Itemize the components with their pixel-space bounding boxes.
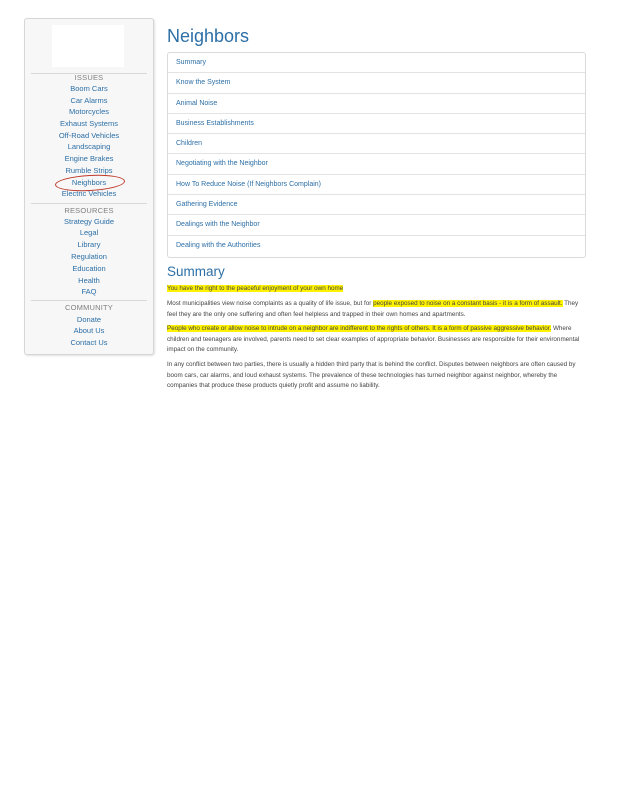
sidebar-item-education[interactable]: Education [72, 264, 106, 273]
sidebar-nav [24, 18, 154, 355]
sidebar-item-donate[interactable]: Donate [76, 315, 102, 324]
sidebar-item-strategy-guide[interactable]: Strategy Guide [63, 217, 115, 226]
summary-paragraph-3 [167, 324, 583, 356]
toc-item-negotiating[interactable]: Negotiating with the Neighbor [168, 154, 585, 174]
sidebar-item-boom-cars[interactable]: Boom Cars [70, 84, 108, 93]
sidebar-item-legal[interactable]: Legal [79, 228, 99, 237]
sidebar-item-landscaping[interactable]: Landscaping [67, 142, 111, 151]
highlighted-text: People who create or allow noise to intrude on a neighbor are indifferent to the rights of others. It is a form of passive aggressive behavior. [167, 325, 552, 332]
table-of-contents [167, 52, 586, 258]
sidebar-item-off-road-vehicles[interactable]: Off-Road Vehicles [58, 131, 120, 140]
paragraph-text: They feel they are the only one suffering and often feel helpless and trapped in their own homes and apartments. [167, 300, 579, 318]
divider [31, 300, 147, 301]
sidebar-item-contact-us[interactable]: Contact Us [70, 338, 108, 347]
toc-item-gathering-evidence[interactable]: Gathering Evidence [168, 195, 585, 215]
community-heading: COMMUNITY [64, 303, 114, 312]
sidebar-item-engine-brakes[interactable]: Engine Brakes [64, 154, 114, 163]
page-title: Neighbors [167, 26, 250, 46]
paragraph-text: Where children and teenagers are involved, parents need to set clear examples of appropriate behavior. Businesses are responsible for their environmental impact on the community. [167, 325, 580, 353]
sidebar-item-library[interactable]: Library [77, 240, 101, 249]
summary-paragraph-2 [167, 299, 583, 320]
toc-item-business-establishments[interactable]: Business Establishments [168, 114, 585, 134]
summary-heading: Summary [167, 264, 225, 279]
toc-item-reduce-noise[interactable]: How To Reduce Noise (If Neighbors Complain) [168, 175, 585, 195]
sidebar-item-about-us[interactable]: About Us [73, 326, 105, 335]
toc-item-summary[interactable]: Summary [168, 53, 585, 73]
issues-heading: ISSUES [74, 73, 104, 82]
sidebar-item-neighbors[interactable]: Neighbors [71, 178, 107, 187]
sidebar-item-exhaust-systems[interactable]: Exhaust Systems [60, 119, 118, 128]
highlighted-text: You have the right to the peaceful enjoyment of your own home [167, 285, 344, 292]
summary-paragraph-4: In any conflict between two parties, there is usually a hidden third party that is behind the conflict. Disputes between neighbors are often caused by boom cars, car alarms, and loud exhaust systems. The prevalence of these technologies has turned neighbor against neighbor, whereby the companies that produce these products quietly profit and assume no liability. [167, 361, 576, 389]
site-logo[interactable] [52, 25, 124, 67]
divider [31, 203, 147, 204]
paragraph-text: Most municipalities view noise complaints as a quality of life issue, but for [167, 300, 374, 307]
sidebar-item-electric-vehicles[interactable]: Electric Vehicles [61, 189, 117, 198]
sidebar-item-health[interactable]: Health [78, 276, 100, 285]
toc-item-dealing-with-authorities[interactable]: Dealing with the Authorities [176, 241, 261, 249]
sidebar-item-faq[interactable]: FAQ [81, 287, 97, 296]
toc-item-dealings-with-neighbor[interactable]: Dealings with the Neighbor [168, 215, 585, 235]
toc-item-animal-noise[interactable]: Animal Noise [168, 94, 585, 114]
sidebar-item-car-alarms[interactable]: Car Alarms [70, 96, 108, 105]
sidebar-item-rumble-strips[interactable]: Rumble Strips [65, 166, 113, 175]
sidebar-item-motorcycles[interactable]: Motorcycles [68, 107, 109, 116]
toc-item-children[interactable]: Children [168, 134, 585, 154]
sidebar-item-regulation[interactable]: Regulation [71, 252, 107, 261]
summary-paragraph-1 [167, 284, 583, 295]
resources-heading: RESOURCES [64, 206, 114, 215]
highlighted-text: people exposed to noise on a constant basis - it is a form of assault. [373, 300, 563, 307]
toc-item-know-the-system[interactable]: Know the System [168, 73, 585, 93]
